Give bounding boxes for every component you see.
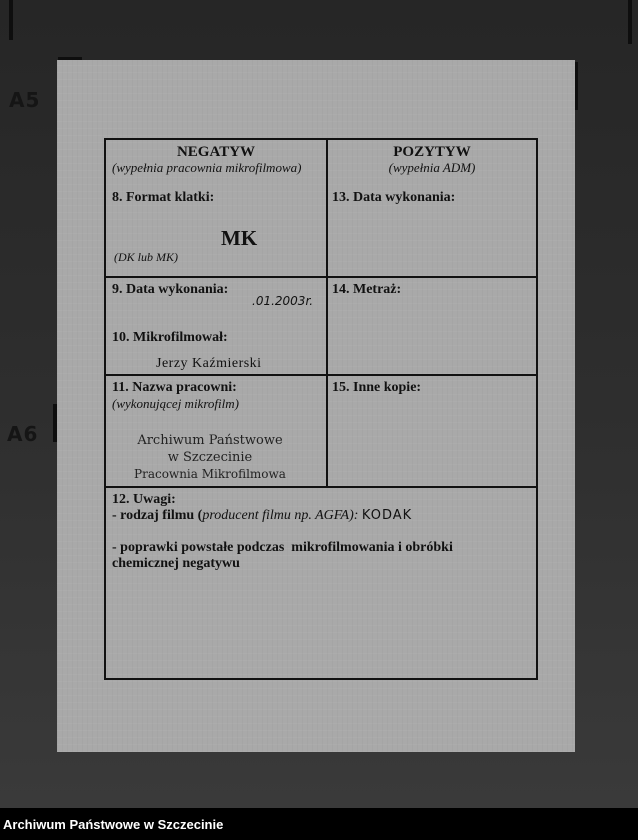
field15-cell bbox=[328, 376, 536, 488]
pozytyw-subtitle: (wypełnia ADM) bbox=[388, 160, 476, 175]
field9-value: .01.2003r. bbox=[252, 294, 314, 308]
field10-value: Jerzy Kaźmierski bbox=[156, 356, 262, 371]
footer-bar bbox=[0, 808, 638, 840]
field8-hint: (DK lub MK) bbox=[114, 250, 178, 264]
field11-label: 11. Nazwa pracowni: bbox=[112, 380, 237, 395]
field12-label: 12. Uwagi: bbox=[112, 492, 176, 507]
negatyw-subtitle: (wypełnia pracownia mikrofilmowa) bbox=[112, 160, 302, 175]
field12-line1-suffix: ): bbox=[349, 508, 359, 523]
negatyw-cell bbox=[106, 140, 328, 278]
field8-label: 8. Format klatki: bbox=[112, 190, 215, 205]
pozytyw-cell bbox=[328, 140, 536, 278]
field12-line1 bbox=[112, 508, 412, 524]
field12-line1-prefix: - rodzaj filmu ( bbox=[112, 508, 203, 523]
stamp-line-1: Archiwum Państwowe bbox=[137, 433, 283, 448]
stamp-line-3: Pracownia Mikrofilmowa bbox=[134, 467, 286, 481]
film-type-value: KODAK bbox=[361, 508, 413, 523]
footer-caption: Archiwum Państwowe w Szczecinie bbox=[3, 817, 224, 832]
field9-10-cell bbox=[106, 278, 328, 376]
field12-line3: chemicznej negatywu bbox=[112, 556, 240, 571]
field12-cell bbox=[106, 488, 536, 678]
frame-label-a5: A5 bbox=[9, 88, 41, 112]
workshop-stamp bbox=[130, 432, 290, 483]
stamp-line-2: w Szczecinie bbox=[167, 450, 253, 465]
field15-label: 15. Inne kopie: bbox=[332, 380, 422, 395]
field12-line1-italic: producent filmu np. AGFA bbox=[202, 508, 350, 523]
field12-line2: - poprawki powstałe podczas mikrofilmowania i obróbki bbox=[112, 540, 453, 555]
field8-value: MK bbox=[221, 226, 258, 250]
film-edge-mark-left bbox=[9, 0, 13, 40]
negatyw-title: NEGATYW bbox=[176, 144, 256, 160]
field11-hint: (wykonującej mikrofilm) bbox=[112, 396, 239, 411]
field9-label: 9. Data wykonania: bbox=[112, 282, 229, 297]
field10-label: 10. Mikrofilmował: bbox=[112, 330, 228, 345]
field13-label: 13. Data wykonania: bbox=[332, 190, 456, 205]
pozytyw-title: POZYTYW bbox=[393, 144, 471, 160]
field14-label: 14. Metraż: bbox=[332, 282, 402, 297]
field11-cell bbox=[106, 376, 328, 488]
film-edge-mark-right bbox=[628, 0, 632, 44]
microfilm-record-form bbox=[104, 138, 538, 680]
field14-cell bbox=[328, 278, 536, 376]
frame-label-a6: A6 bbox=[7, 422, 39, 446]
